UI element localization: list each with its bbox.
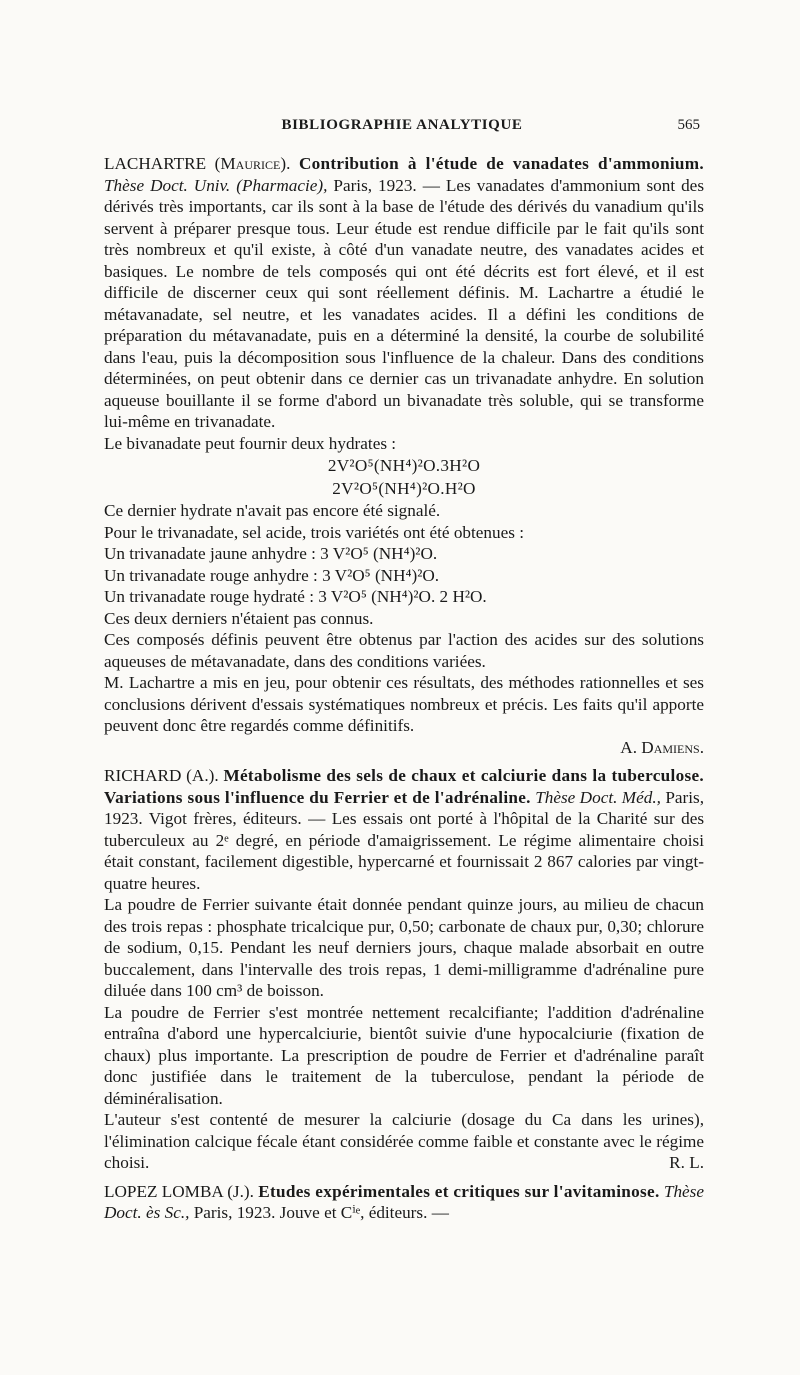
entry-paragraph: Ces deux derniers n'étaient pas connus. [104, 608, 374, 628]
chemical-formula: 2V²O⁵(NH⁴)²O.3H²O [327, 456, 481, 475]
list-item: Un trivanadate rouge hydraté : 3 V²O⁵ (NH⁴)²O. 2 H²O. [104, 587, 487, 606]
entry-paragraph: Ce dernier hydrate n'avait pas encore été signalé. [104, 501, 441, 520]
list-item: Un trivanadate rouge anhydre : 3 V²O⁵ (NH⁴)²O. [104, 565, 440, 585]
entry-paragraph: Pour le trivanadate, sel acide, trois variétés ont été obtenues : [104, 522, 524, 542]
entry-paragraph: La poudre de Ferrier s'est montrée nettement recalcifiante; l'addition d'adrénaline entraîna d'abord une hypercalciurie, bientôt suivie d'une hypocalciurie (fixation de chaux) plus importante. La prescription de poudre de Ferrier et d'adrénaline paraît donc justifiée dans le traitement de la tuberculose, pendant la période de déminéralisation. [104, 1002, 704, 1108]
entry-paragraph: Les vanadates d'ammonium sont des dérivés très importants, car ils sont à la base de l'étude des dérivés du vanadium qu'ils servent à préparer presque tous. Leur étude est rendue difficile par le fait qu'ils sont très nombreux et qu'il existe, à côté d'un vanadate neutre, des vanadates acides et basiques. Le nombre de tels composés qui ont été décrits est fort élevé, et il est difficile de discerner ceux qui sont réellement définis. M. Lachartre a étudié le métavanadate, sel neutre, et les vanadates acides. Il a défini les conditions de préparation du métavanadate, puis en a déterminé la densité, la courbe de solubilité dans l'eau, puis la décomposition sous l'influence de la chaleur. Dans des conditions déterminées, on peut obtenir dans ce dernier cas un trivanadate anhydre. En solution aqueuse bouillante il se forme d'abord un bivanadate très soluble, qui se transforme lui-même en trivanadate. [104, 175, 705, 431]
entry-title: Contribution à l'étude de vanadates d'ammonium. [298, 154, 704, 173]
entry-signature: R. L. [669, 1153, 704, 1172]
bibliography-entry [104, 765, 704, 1174]
bibliography-entry [104, 1181, 704, 1224]
entry-heading: RICHARD (A.). Métabolisme des sels de chaux et calciurie dans la tuberculose. Variations sous l'influence du Ferrier et de l'adrénaline. Thèse Doct. Méd., Paris, 1923. Vigot frères, éditeurs. — Les essais ont porté à l'hôpital de la Charité sur des tuberculeux au 2ᵉ degré, en période d'amaigrissement. Le régime alimentaire choisi était constant, facilement digestible, hypercarné et fournissait 2 867 calories par vingt-quatre heures. [104, 766, 705, 893]
entry-author: LOPEZ LOMBA [104, 1181, 223, 1201]
entry-publication: Paris, 1923. Jouve et Cⁱᵉ, éditeurs. — [189, 1203, 449, 1222]
entry-publication-italic: Thèse Doct. ès Sc., [104, 1181, 704, 1222]
chemical-formula: 2V²O⁵(NH⁴)²O.H²O [332, 478, 476, 498]
entry-paragraph: Ces composés définis peuvent être obtenus par l'action des acides sur des solutions aqueuses de métavanadate, dans des conditions variées. [104, 630, 704, 671]
list-item: Un trivanadate jaune anhydre : 3 V²O⁵ (NH⁴)²O. [104, 544, 438, 563]
entry-paragraph [104, 1109, 704, 1174]
page-body [104, 150, 704, 1224]
entry-paragraph: Le bivanadate peut fournir deux hydrates : [104, 433, 397, 453]
entry-publication-italic: Thèse Doct. Méd., [535, 787, 661, 807]
entry-title: Métabolisme des sels de chaux et calciurie dans la tuberculose. Variations sous l'influence du Ferrier et de l'adrénaline. [104, 766, 704, 807]
entry-author-first: A. [191, 766, 209, 785]
entry-publication: Paris, 1923. Vigot frères, éditeurs. — [104, 787, 704, 828]
entry-author-first: Maurice [220, 154, 281, 173]
bibliography-entry [104, 153, 704, 758]
entry-title: Etudes expérimentales et critiques sur l'avitaminose. [258, 1181, 660, 1201]
entry-heading: LACHARTRE (Maurice). Contribution à l'étude de vanadates d'ammonium. Thèse Doct. Univ. (Pharmacie), Paris, 1923. — Les vanadates d'ammonium sont des dérivés très importants, car ils sont à la base de l'étude des dérivés du vanadium qu'ils servent à préparer presque tous. Leur étude est rendue difficile par le fait qu'ils sont très nombreux et qu'il existe, à côté d'un vanadate neutre, des vanadates acides et basiques. Le nombre de tels composés qui ont été décrits est fort élevé, et il est difficile de discerner ceux qui sont réellement définis. M. Lachartre a étudié le métavanadate, sel neutre, et les vanadates acides. Il a défini les conditions de préparation du métavanadate, puis en a déterminé la densité, la courbe de solubilité dans l'eau, puis la décomposition sous l'influence de la chaleur. Dans des conditions déterminées, on peut obtenir dans ce dernier cas un trivanadate anhydre. En solution aqueuse bouillante il se forme d'abord un bivanadate très soluble, qui se transforme lui-même en trivanadate. [104, 154, 705, 431]
entry-heading: LOPEZ LOMBA (J.). Etudes expérimentales et critiques sur l'avitaminose. Thèse Doct. ès Sc., Paris, 1923. Jouve et Cⁱᵉ, éditeurs. — [104, 1181, 704, 1222]
page-number: 565 [677, 117, 700, 133]
entry-author: LACHARTRE [104, 154, 207, 173]
entry-paragraph: M. Lachartre a mis en jeu, pour obtenir ces résultats, des méthodes rationnelles et ses conclusions dérivent d'essais systématiques nombreux et précis. Les faits qu'il apporte peuvent donc être regardés comme définitifs. [104, 673, 704, 735]
entry-publication: Paris, 1923. — [327, 175, 440, 195]
entry-paragraph-text: L'auteur s'est contenté de mesurer la calciurie (dosage du Ca dans les urines), l'élimination calcique fécale étant considérée comme faible et constante avec le régime choisi. [104, 1110, 704, 1172]
entry-author-first: J. [232, 1181, 244, 1201]
entry-signature: A. Damiens. [620, 737, 704, 757]
entry-paragraph: Les essais ont porté à l'hôpital de la Charité sur des tuberculeux au 2ᵉ degré, en période d'amaigrissement. Le régime alimentaire choisi était constant, facilement digestible, hypercarné et fournissait 2 867 calories par vingt-quatre heures. [104, 809, 705, 893]
entry-publication-italic: Thèse Doct. Univ. (Pharmacie), [104, 175, 328, 195]
entry-author: RICHARD [104, 766, 182, 785]
running-title: BIBLIOGRAPHIE ANALYTIQUE [281, 117, 523, 133]
entry-paragraph: La poudre de Ferrier suivante était donnée pendant quinze jours, au milieu de chacun des trois repas : phosphate tricalcique pur, 0,50; carbonate de chaux pur, 0,30; chlorure de sodium, 0,15. Pendant les neuf derniers jours, chaque malade absorbait en outre buccalement, dans l'intervalle des trois repas, 1 demi-milligramme d'adrénaline pure diluée dans 100 cm³ de boisson. [104, 895, 704, 1000]
